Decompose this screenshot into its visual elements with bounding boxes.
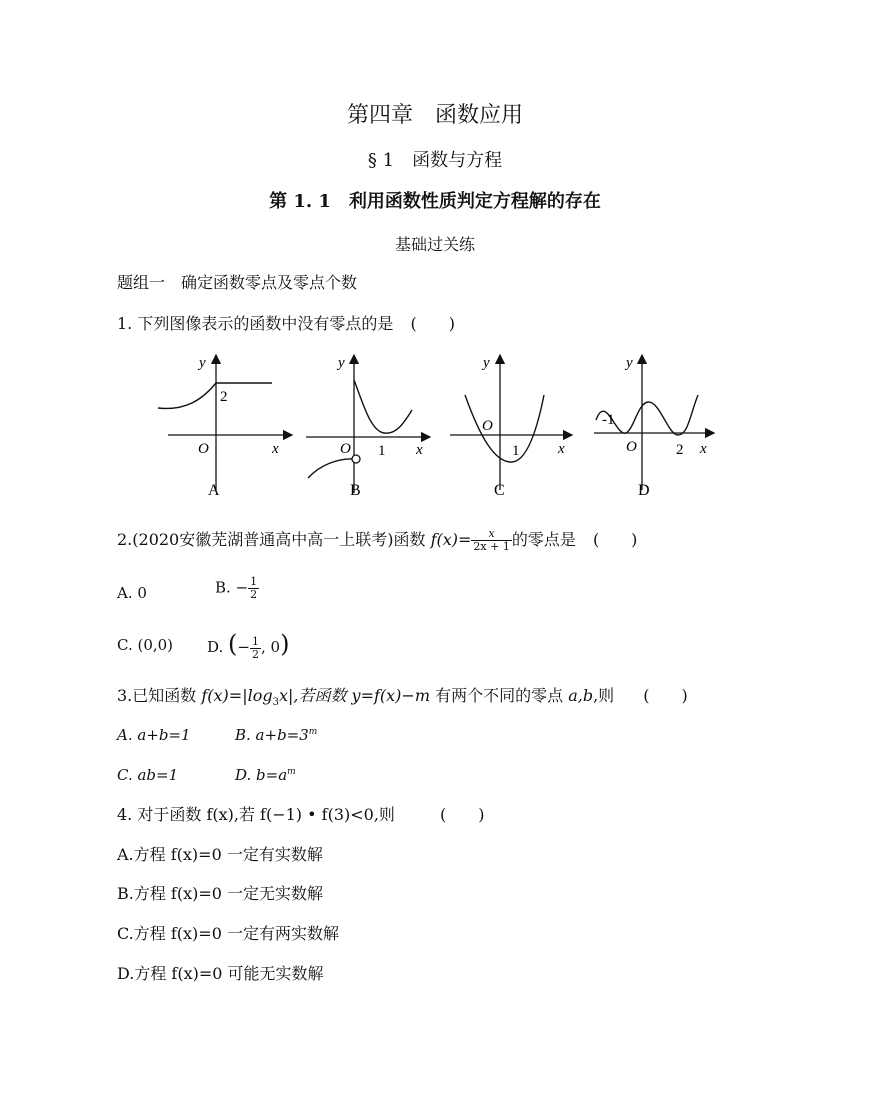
q2-option-b: B. − $\frac{1}{2}$ (215, 575, 258, 601)
fraction: $\frac{x}{2x + 1}$ (473, 527, 510, 553)
svg-text:-1: -1 (602, 412, 615, 428)
answer-paren: ( ) (592, 530, 638, 549)
q2-option-c: C. (0,0) (117, 636, 174, 654)
svg-text:O: O (482, 418, 493, 434)
question-number: 2. (117, 530, 133, 549)
q4-option-b: B.方程 f(x)=0 一定无实数解 (117, 884, 324, 903)
value-mark: 2 (220, 389, 228, 405)
q4-option-c: C.方程 f(x)=0 一定有两实数解 (117, 924, 339, 943)
lesson-title: 第 1. 1 利用函数性质判定方程解的存在 (269, 191, 601, 212)
x-axis-label: x (272, 441, 279, 457)
curve-c (465, 395, 544, 462)
answer-paren: ( ) (410, 314, 455, 333)
answer-paren: ( ) (643, 686, 688, 705)
svg-text:x: x (558, 441, 565, 457)
question-3: 3.已知函数 $f(x)=|\log_3x|$,若函数 y=f(x)−m 有两个不同的零点 a,b,则 ( ) (117, 686, 688, 709)
svg-text:y: y (483, 355, 490, 371)
svg-text:2: 2 (676, 442, 684, 458)
graph-a (158, 355, 292, 499)
answer-paren: ( ) (440, 805, 485, 824)
q2-option-a: A. 0 (117, 584, 147, 602)
question-stem: 对于函数 f(x),若 f(−1) • f(3)<0,则 (137, 805, 395, 824)
q4-option-a: A.方程 f(x)=0 一定有实数解 (117, 845, 323, 864)
curve-b (354, 380, 412, 433)
q3-option-b: B. $a+b=3^m$ (235, 726, 318, 744)
group-heading: 题组一 确定函数零点及零点个数 (117, 273, 358, 292)
question-stem: 的零点是 (511, 530, 576, 549)
question-number: 1. (117, 314, 133, 333)
question-stem: 下列图像表示的函数中没有零点的是 (137, 314, 394, 333)
section-title: § 1 函数与方程 (367, 150, 503, 171)
question-4: 4. 对于函数 f(x),若 f(−1) • f(3)<0,则 ( ) (117, 805, 485, 824)
graph-label: A (208, 482, 220, 499)
svg-text:x: x (416, 442, 423, 458)
svg-text:C: C (494, 482, 505, 499)
svg-text:D: D (638, 482, 650, 499)
graph-c (450, 355, 572, 499)
curve-a (158, 383, 216, 408)
svg-text:1: 1 (378, 443, 386, 459)
svg-text:x: x (700, 441, 707, 457)
question-1 (117, 311, 455, 334)
svg-text:1: 1 (512, 443, 520, 459)
q2-option-d: D. (− $\frac{1}{2}$ , 0) (207, 630, 290, 661)
svg-text:O: O (340, 441, 351, 457)
svg-text:B: B (350, 482, 361, 499)
svg-text:O: O (626, 439, 637, 455)
q1-graphs (140, 345, 740, 505)
graph-d (594, 355, 714, 499)
svg-text:y: y (626, 355, 633, 371)
q3-option-c: C. ab=1 (117, 766, 179, 784)
svg-text:y: y (338, 355, 345, 371)
basic-practice-heading: 基础过关练 (394, 235, 475, 254)
q4-option-d: D.方程 f(x)=0 可能无实数解 (117, 964, 324, 983)
chapter-title: 第四章 函数应用 (346, 103, 523, 128)
q3-option-a: A. a+b=1 (117, 726, 191, 744)
y-axis-label: y (199, 355, 206, 371)
origin-label: O (198, 441, 209, 457)
graph-b (306, 355, 430, 499)
q3-option-d: D. $b=a^m$ (235, 766, 296, 784)
question-2 (117, 527, 637, 553)
function-expr: f(x)= (430, 530, 472, 549)
question-source: (2020安徽芜湖普通高中高一上联考)函数 (132, 530, 431, 549)
